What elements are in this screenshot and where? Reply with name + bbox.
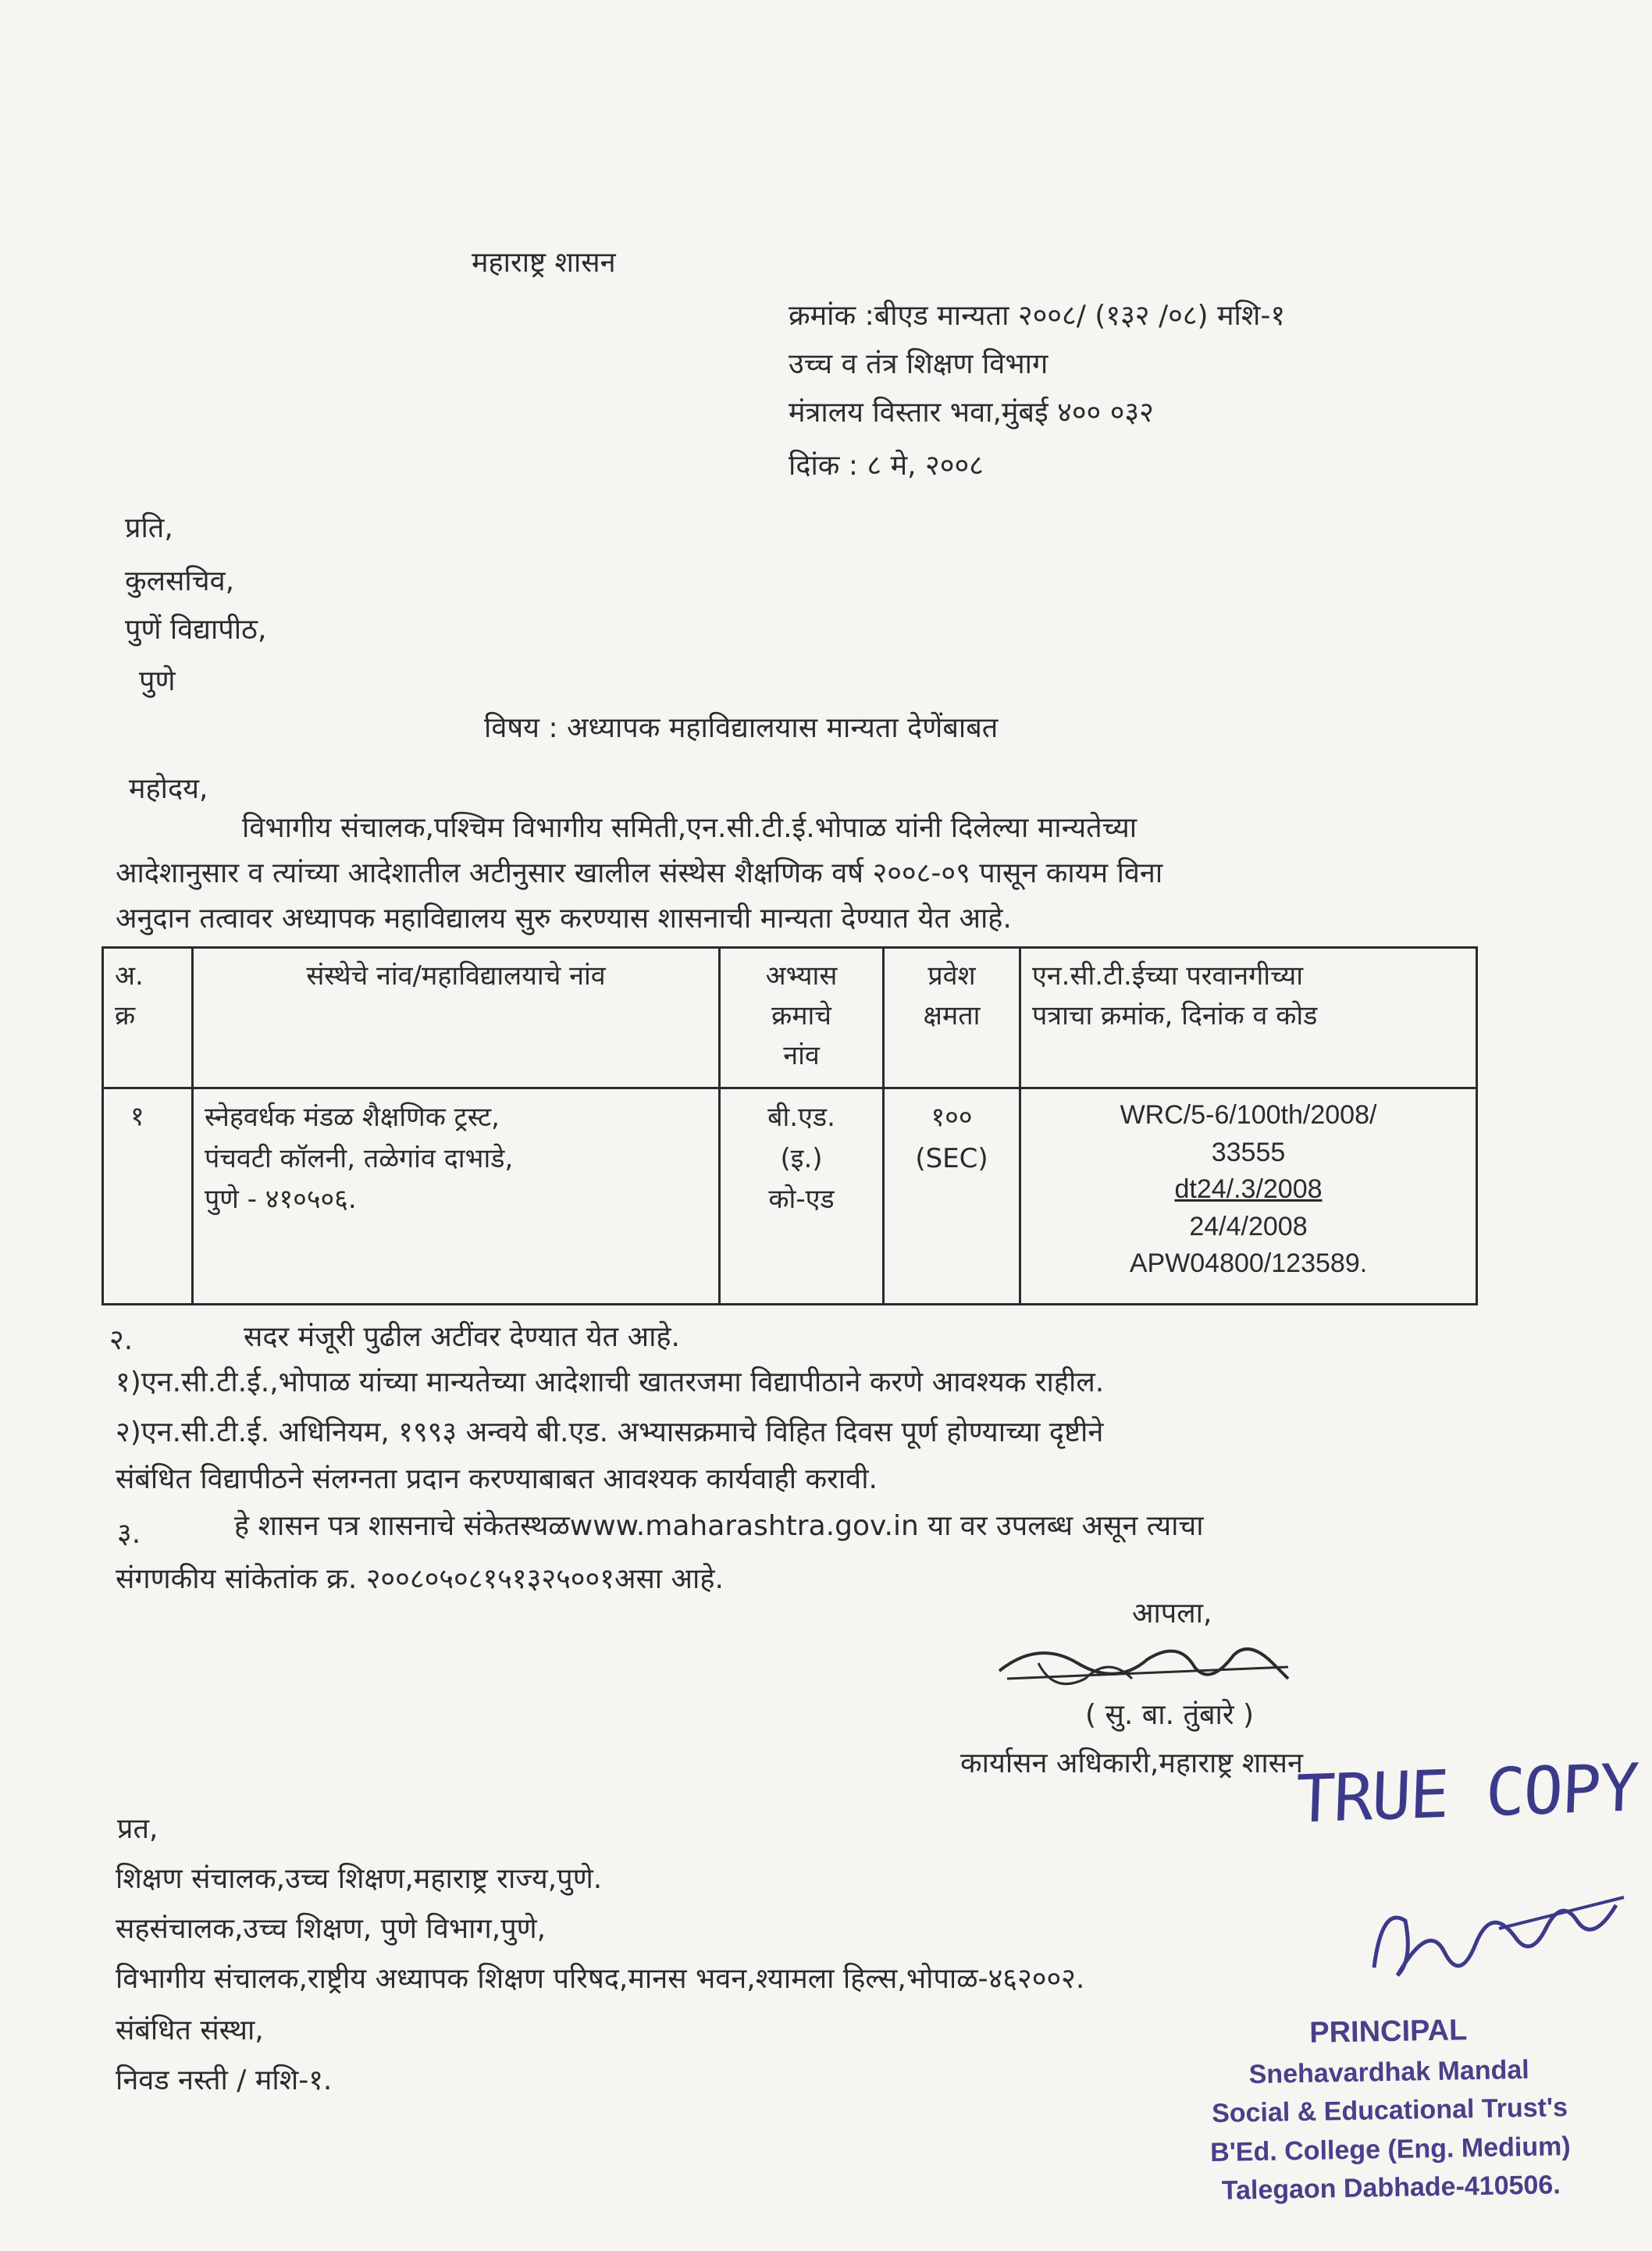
header-sr xyxy=(103,948,193,1088)
header-sr-line1: अ. xyxy=(115,960,144,992)
row-institution xyxy=(193,1088,720,1305)
salutation: महोदय, xyxy=(129,773,208,805)
header-course-line1: अभ्यास xyxy=(765,960,838,992)
row-course-line2: (इ.) xyxy=(780,1142,823,1174)
department: उच्च व तंत्र शिक्षण विभाग xyxy=(789,348,1049,380)
copy-to-item: सहसंचालक,उच्च शिक्षण, पुणे विभाग,पुणे, xyxy=(116,1913,547,1945)
subject-line: विषय : अध्यापक महाविद्यालयास मान्यता देणेंबाबत xyxy=(484,712,999,744)
stamp-org-line2: Social & Educational Trust's xyxy=(1211,2093,1568,2129)
cond3-line2: संगणकीय सांकेतांक क्र. २००८०५०८१५१३२५००१असा आहे. xyxy=(116,1563,724,1595)
reference-number: क्रमांक :बीएड मान्यता २००८/ (१३२ /०८) मशि-१ xyxy=(789,300,1286,332)
letter-date: दिांक : ८ मे, २००८ xyxy=(789,450,984,482)
row-sr-text: १ xyxy=(130,1101,144,1132)
recipient-city: पुणे xyxy=(139,665,176,697)
header-ncte xyxy=(1020,948,1477,1088)
govt-title: महाराष्ट्र शासन xyxy=(472,247,616,279)
header-intake xyxy=(884,948,1020,1088)
stamp-org-line3: B'Ed. College (Eng. Medium) xyxy=(1209,2131,1571,2167)
cond2-text: सदर मंजूरी पुढील अटींवर देण्यात येत आहे. xyxy=(244,1321,680,1353)
copy-to-item: संबंधित संस्था, xyxy=(116,2014,264,2046)
institution-table xyxy=(101,946,1478,1305)
row-ncte-line5: APW04800/123589. xyxy=(1129,1248,1368,1279)
row-course-line3: को-एड xyxy=(768,1184,835,1216)
header-name-text: संस्थेचे नांव/महाविद्यालयाचे नांव xyxy=(306,960,606,992)
row-institution-line2: पंचवटी कॉलनी, तळेगांव दाभाडे, xyxy=(205,1142,514,1174)
para1-line1: विभागीय संचालक,पश्चिम विभागीय समिती,एन.सी.टी.ई.भोपाळ यांनी दिलेल्या मान्यतेच्या xyxy=(242,812,1138,844)
header-ncte-line2: पत्राचा क्रमांक, दिनांक व कोड xyxy=(1032,1000,1318,1031)
row-intake-line2: (SEC) xyxy=(915,1142,988,1174)
table-header-row xyxy=(103,948,1477,1088)
true-copy-stamp: TRUE COPY xyxy=(1294,1749,1640,1838)
cond2-item2a: २)एन.सी.टी.ई. अधिनियम, १९९३ अन्वये बी.एड. अभ्यासक्रमाचे विहित दिवस पूर्ण होण्याच्या दृष्टीने xyxy=(116,1416,1104,1448)
stamp-org-line1: Snehavardhak Mandal xyxy=(1248,2054,1529,2090)
principal-signature xyxy=(1358,1874,1647,2007)
office-address: मंत्रालय विस्तार भवा,मुंबई ४०० ०३२ xyxy=(789,397,1154,429)
stamp-principal: PRINCIPAL xyxy=(1308,2014,1468,2050)
cond2-number: २. xyxy=(109,1324,134,1356)
row-ncte-line1: WRC/5-6/100th/2008/ xyxy=(1120,1100,1377,1130)
row-intake xyxy=(884,1088,1020,1305)
principal-stamp xyxy=(1146,2007,1633,2212)
para1-line3: अनुदान तत्वावर अध्यापक महाविद्यालय सुरु करण्यास शासनाची मान्यता देण्यात येत आहे. xyxy=(116,903,1012,935)
cond3-line1: हे शासन पत्र शासनाचे संकेतस्थळwww.maharashtra.gov.in या वर उपलब्ध असून त्याचा xyxy=(234,1510,1204,1542)
header-course xyxy=(720,948,884,1088)
table-row xyxy=(103,1088,1477,1305)
copy-to-item: निवड नस्ती / मशि-१. xyxy=(116,2064,333,2096)
row-course-line1: बी.एड. xyxy=(767,1102,835,1133)
cond2-item2b: संबंधित विद्यापीठने संलग्नता प्रदान करण्याबाबत आवश्यक कार्यवाही करावी. xyxy=(116,1463,878,1495)
officer-designation: कार्यासन अधिकारी,महाराष्ट्र शासन xyxy=(960,1747,1303,1779)
recipient-designation: कुलसचिव, xyxy=(125,565,235,597)
header-intake-line1: प्रवेश xyxy=(927,960,976,992)
header-course-line3: नांव xyxy=(783,1040,820,1071)
row-intake-line1: १०० xyxy=(931,1102,973,1133)
row-institution-line3: पुणे - ४१०५०६. xyxy=(205,1184,357,1216)
header-name xyxy=(193,948,720,1088)
copy-to-label: प्रत, xyxy=(117,1813,158,1845)
row-ncte xyxy=(1020,1088,1477,1305)
copy-to-item: विभागीय संचालक,राष्ट्रीय अध्यापक शिक्षण परिषद,मानस भवन,श्यामला हिल्स,भोपाळ-४६२००२. xyxy=(116,1963,1085,1995)
cond3-number: ३. xyxy=(117,1518,141,1550)
stamp-org-line4: Talegaon Dabhade-410506. xyxy=(1221,2170,1561,2206)
row-ncte-line4: 24/4/2008 xyxy=(1189,1211,1308,1241)
recipient-university: पुणें विद्यापीठ, xyxy=(125,614,267,646)
row-ncte-line2: 33555 xyxy=(1211,1137,1286,1167)
officer-name: ( सु. बा. तुंबारे ) xyxy=(1085,1699,1255,1731)
row-sr xyxy=(103,1088,193,1305)
yours-faithfully: आपला, xyxy=(1132,1597,1212,1629)
row-course xyxy=(720,1088,884,1305)
header-course-line2: क्रमाचे xyxy=(771,1000,831,1031)
row-institution-line1: स्नेहवर्धक मंडळ शैक्षणिक ट्रस्ट, xyxy=(205,1102,500,1133)
cond2-item1: १)एन.सी.टी.ई.,भोपाळ यांच्या मान्यतेच्या आदेशाची खातरजमा विद्यापीठाने करणे आवश्यक राहील. xyxy=(116,1366,1105,1398)
header-intake-line2: क्षमता xyxy=(923,1000,981,1031)
row-ncte-line3: dt24/.3/2008 xyxy=(1174,1174,1323,1205)
para1-line2: आदेशानुसार व त्यांच्या आदेशातील अटीनुसार खालील संस्थेस शैक्षणिक वर्ष २००८-०९ पासून कायम विना xyxy=(116,857,1163,889)
copy-to-item: शिक्षण संचालक,उच्च शिक्षण,महाराष्ट्र राज्य,पुणे. xyxy=(116,1863,603,1895)
recipient-to: प्रति, xyxy=(125,512,173,544)
header-sr-line2: क्र xyxy=(115,1000,136,1031)
header-ncte-line1: एन.सी.टी.ईच्या परवानगीच्या xyxy=(1032,960,1304,992)
